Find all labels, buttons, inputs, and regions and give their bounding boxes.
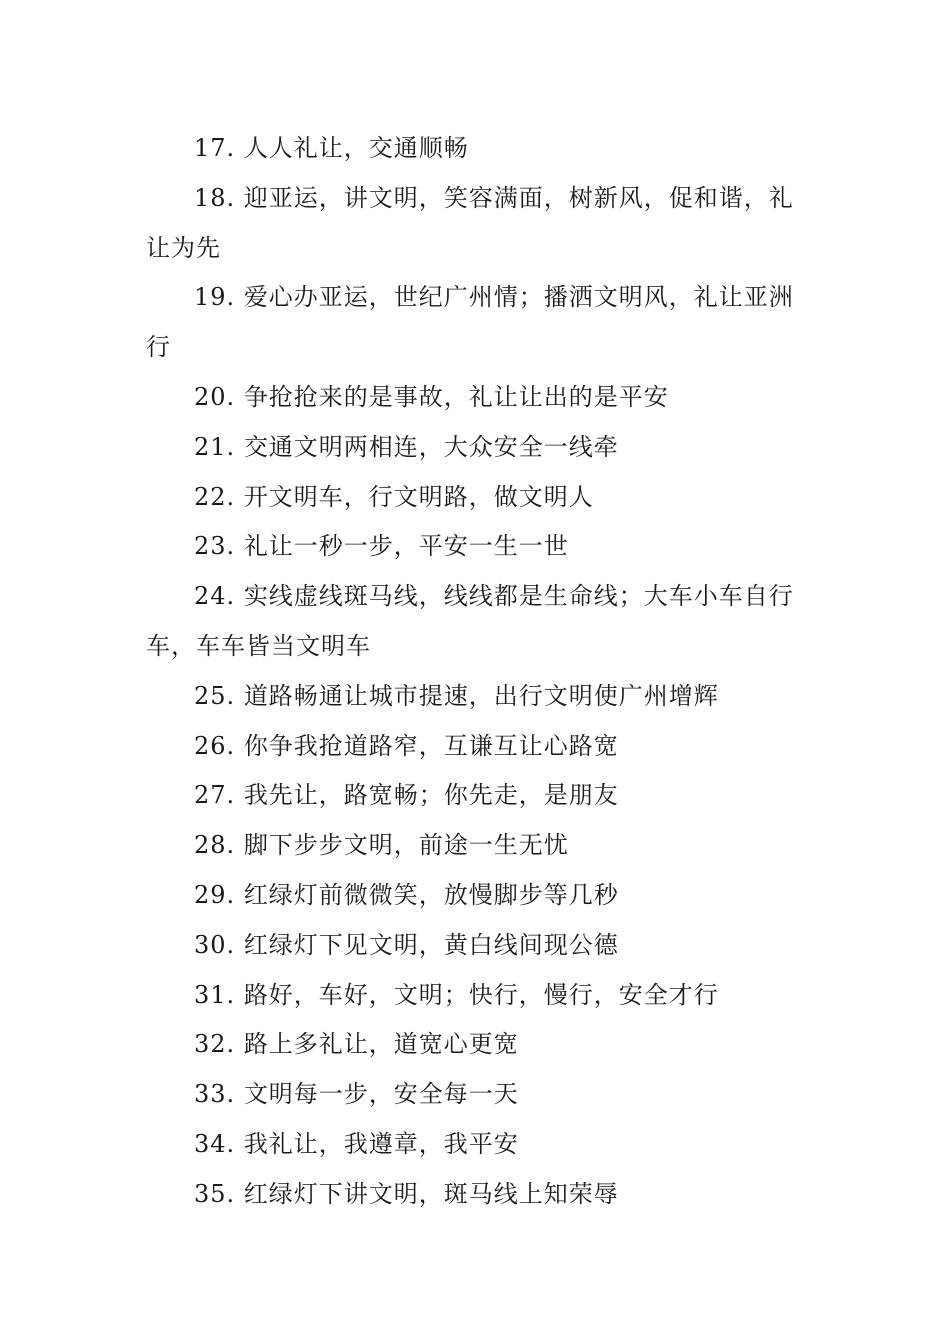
- list-item: [146, 871, 810, 921]
- list-item: [146, 423, 810, 473]
- item-number: 30.: [194, 930, 236, 959]
- item-number: 26.: [194, 731, 236, 760]
- item-number: 33.: [194, 1080, 236, 1109]
- item-text: 人人礼让，交通顺畅: [243, 134, 469, 162]
- item-text: 迎亚运，讲文明，笑容满面，树新风，促和谐，礼让为先: [146, 183, 794, 262]
- item-text: 红绿灯下讲文明，斑马线上知荣辱: [243, 1179, 619, 1208]
- item-number: 17.: [194, 134, 236, 162]
- item-number: 25.: [194, 681, 236, 710]
- item-text: 我礼让，我遵章，我平安: [243, 1129, 519, 1158]
- item-text: 道路畅通让城市提速，出行文明使广州增辉: [243, 681, 719, 710]
- item-number: 18.: [194, 183, 236, 212]
- list-item: [146, 572, 810, 672]
- item-text: 红绿灯下见文明，黄白线间现公德: [243, 930, 619, 959]
- list-item: [146, 1020, 810, 1070]
- item-text: 我先让，路宽畅；你先走，是朋友: [243, 781, 619, 810]
- item-number: 31.: [194, 980, 236, 1009]
- item-text: 爱心办亚运，世纪广州情；播洒文明风，礼让亚洲行: [146, 283, 794, 362]
- list-item: [146, 921, 810, 971]
- item-number: 24.: [194, 582, 236, 611]
- slogan-list: [146, 124, 810, 1220]
- list-item: [146, 821, 810, 871]
- list-item: [146, 1170, 810, 1220]
- item-number: 22.: [194, 482, 236, 511]
- item-number: 23.: [194, 532, 236, 561]
- item-text: 争抢抢来的是事故，礼让让出的是平安: [243, 382, 669, 411]
- item-number: 19.: [194, 283, 236, 312]
- item-text: 红绿灯前微微笑，放慢脚步等几秒: [243, 880, 619, 909]
- item-text: 开文明车，行文明路，做文明人: [243, 482, 594, 511]
- item-number: 34.: [194, 1129, 236, 1158]
- item-text: 实线虚线斑马线，线线都是生命线；大车小车自行车，车车皆当文明车: [146, 582, 794, 660]
- list-item: [146, 124, 810, 174]
- item-text: 交通文明两相连，大众安全一线牵: [243, 432, 619, 461]
- list-item: [146, 722, 810, 772]
- item-text: 路好，车好，文明；快行，慢行，安全才行: [243, 980, 719, 1009]
- item-text: 礼让一秒一步，平安一生一世: [243, 532, 569, 561]
- list-item: [146, 273, 810, 373]
- item-number: 29.: [194, 880, 236, 909]
- list-item: [146, 672, 810, 722]
- list-item: [146, 522, 810, 572]
- list-item: [146, 1070, 810, 1120]
- item-number: 21.: [194, 432, 236, 461]
- item-text: 路上多礼让，道宽心更宽: [243, 1030, 519, 1059]
- list-item: [146, 1120, 810, 1170]
- list-item: [146, 771, 810, 821]
- item-number: 27.: [194, 781, 236, 810]
- list-item: [146, 174, 810, 274]
- item-text: 脚下步步文明，前途一生无忧: [243, 831, 569, 860]
- list-item: [146, 971, 810, 1021]
- item-number: 35.: [194, 1179, 236, 1208]
- item-number: 28.: [194, 831, 236, 860]
- item-text: 你争我抢道路窄，互谦互让心路宽: [243, 731, 619, 760]
- item-number: 20.: [194, 382, 236, 411]
- item-number: 32.: [194, 1030, 236, 1059]
- list-item: [146, 373, 810, 423]
- item-text: 文明每一步，安全每一天: [243, 1080, 519, 1109]
- list-item: [146, 473, 810, 523]
